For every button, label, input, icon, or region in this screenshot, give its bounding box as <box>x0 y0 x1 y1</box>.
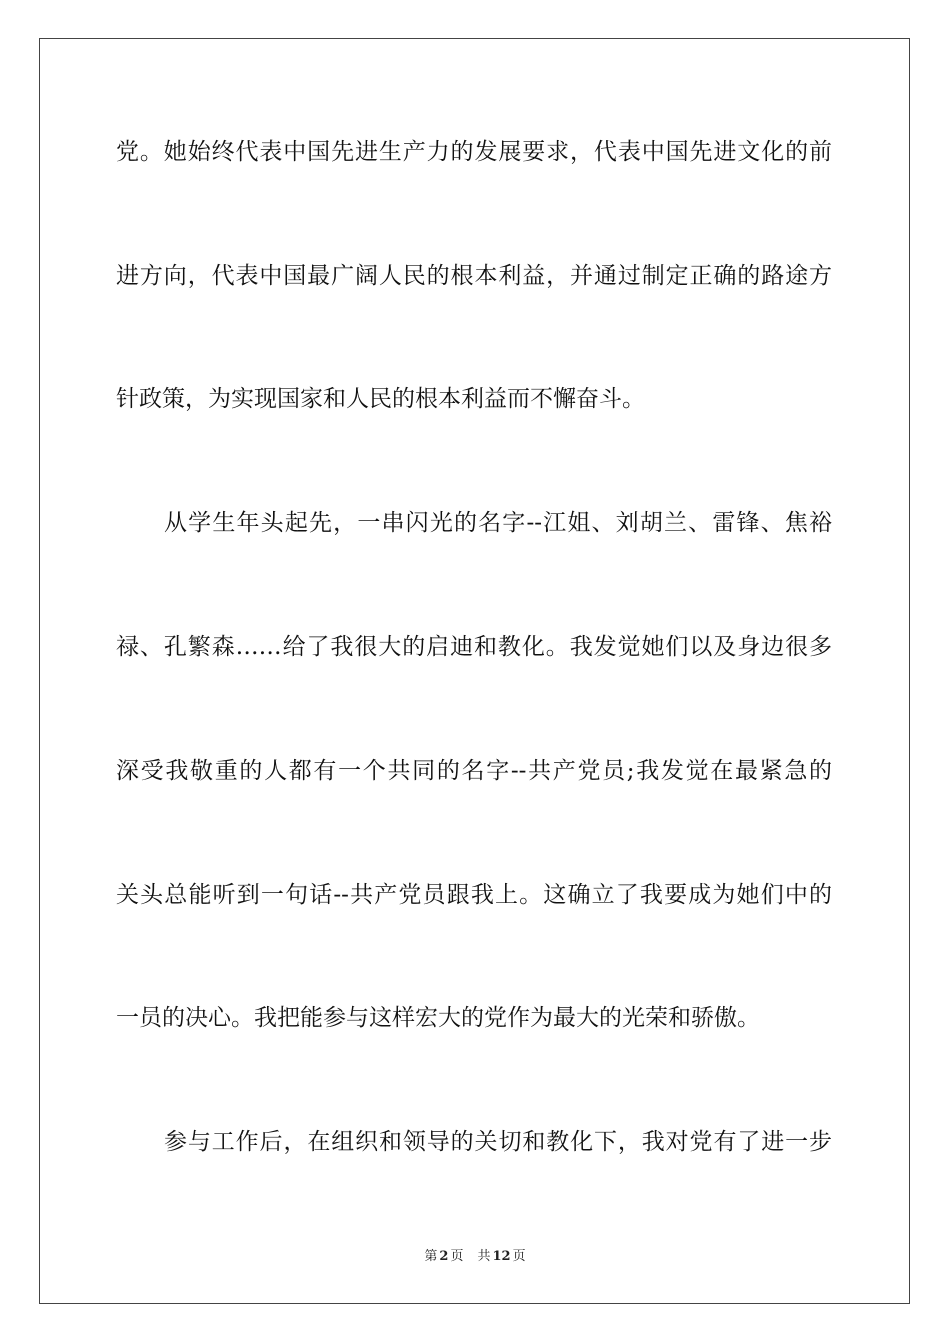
body-text-line: 一员的决心。我把能参与这样宏大的党作为最大的光荣和骄傲。 <box>116 1005 760 1031</box>
body-text-line: 深受我敬重的人都有一个共同的名字--共产党员;我发觉在最紧急的 <box>116 758 832 784</box>
body-text-line: 关头总能听到一句话--共产党员跟我上。这确立了我要成为她们中的 <box>116 882 832 908</box>
total-prefix: 共 <box>477 1249 491 1264</box>
body-text-line: 针政策，为实现国家和人民的根本利益而不懈奋斗。 <box>116 386 645 412</box>
paragraph-start-line: 从学生年头起先，一串闪光的名字--江姐、刘胡兰、雷锋、焦裕 <box>164 510 832 536</box>
body-text-line: 党。她始终代表中国先进生产力的发展要求，代表中国先进文化的前 <box>116 139 832 165</box>
total-suffix: 页 <box>512 1249 526 1264</box>
paragraph-start-line: 参与工作后，在组织和领导的关切和教化下，我对党有了进一步 <box>164 1129 832 1155</box>
body-text-line: 进方向，代表中国最广阔人民的根本利益，并通过制定正确的路途方 <box>116 263 832 289</box>
page-prefix: 第 <box>424 1249 438 1264</box>
total-page-count: 12 <box>492 1249 511 1264</box>
page-border <box>39 38 910 1304</box>
page-footer <box>0 1248 950 1266</box>
page-suffix: 页 <box>450 1249 464 1264</box>
body-text-line: 禄、孔繁森……给了我很大的启迪和教化。我发觉她们以及身边很多 <box>116 634 832 660</box>
current-page-number: 2 <box>439 1249 449 1264</box>
